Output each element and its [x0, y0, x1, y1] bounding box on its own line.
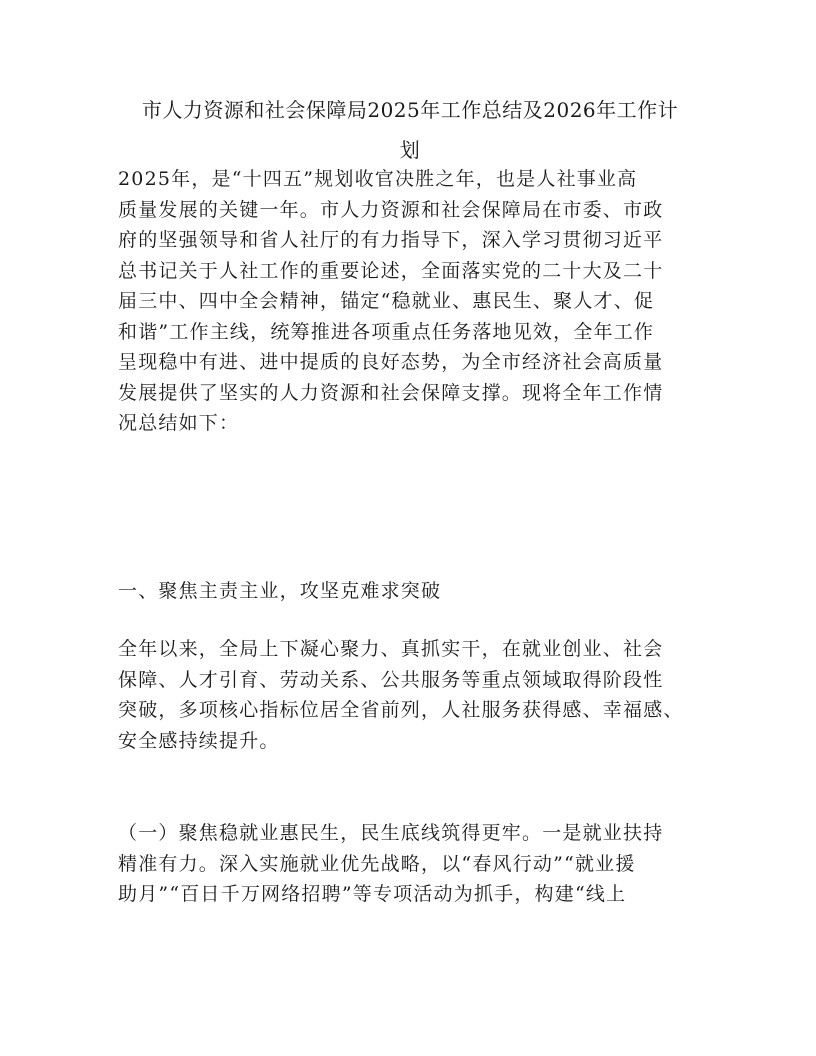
paragraph-line: 况总结如下：	[118, 412, 240, 434]
document-title	[120, 90, 700, 170]
section-paragraph	[118, 634, 718, 756]
paragraph-line: 质量发展的关键一年。市人力资源和社会保障局在市委、市政	[118, 198, 664, 221]
paragraph-line: 2025年，是“十四五”规划收官决胜之年，也是人社事业高	[118, 168, 638, 190]
intro-paragraph	[118, 164, 718, 439]
paragraph-line: 全年以来，全局上下凝心聚力、真抓实干，在就业创业、社会	[118, 638, 664, 660]
paragraph-line: 发展提供了坚实的人力资源和社会保障支撑。现将全年工作情	[118, 381, 664, 404]
paragraph-line: 总书记关于人社工作的重要论述，全面落实党的二十大及二十	[118, 259, 664, 282]
subsection-paragraph	[118, 818, 718, 910]
paragraph-line: （一）聚焦稳就业惠民生，民生底线筑得更牢。一是就业扶持	[118, 822, 664, 844]
paragraph-line: 府的坚强领导和省人社厅的有力指导下，深入学习贯彻习近平	[118, 229, 664, 251]
paragraph-line: 突破，多项核心指标位居全省前列，人社服务获得感、幸福感、	[118, 699, 684, 721]
title-line: 划	[399, 138, 421, 162]
section-heading	[118, 576, 718, 607]
section-heading-text: 一、聚焦主责主业，攻坚克难求突破	[118, 580, 442, 602]
paragraph-line: 保障、人才引育、劳动关系、公共服务等重点领域取得阶段性	[118, 668, 664, 691]
paragraph-line: 安全感持续提升。	[118, 729, 280, 752]
paragraph-line: 和谐”工作主线，统筹推进各项重点任务落地见效，全年工作	[118, 320, 655, 343]
paragraph-line: 届三中、四中全会精神，锚定“稳就业、惠民生、聚人才、促	[118, 290, 655, 312]
title-line: 市人力资源和社会保障局2025年工作总结及2026年工作计	[141, 98, 679, 122]
paragraph-line: 精准有力。深入实施就业优先战略，以“春风行动”“就业援	[118, 852, 636, 875]
paragraph-line: 呈现稳中有进、进中提质的良好态势，为全市经济社会高质量	[118, 351, 664, 373]
paragraph-line: 助月”“百日千万网络招聘”等专项活动为抓手，构建“线上	[118, 883, 627, 905]
